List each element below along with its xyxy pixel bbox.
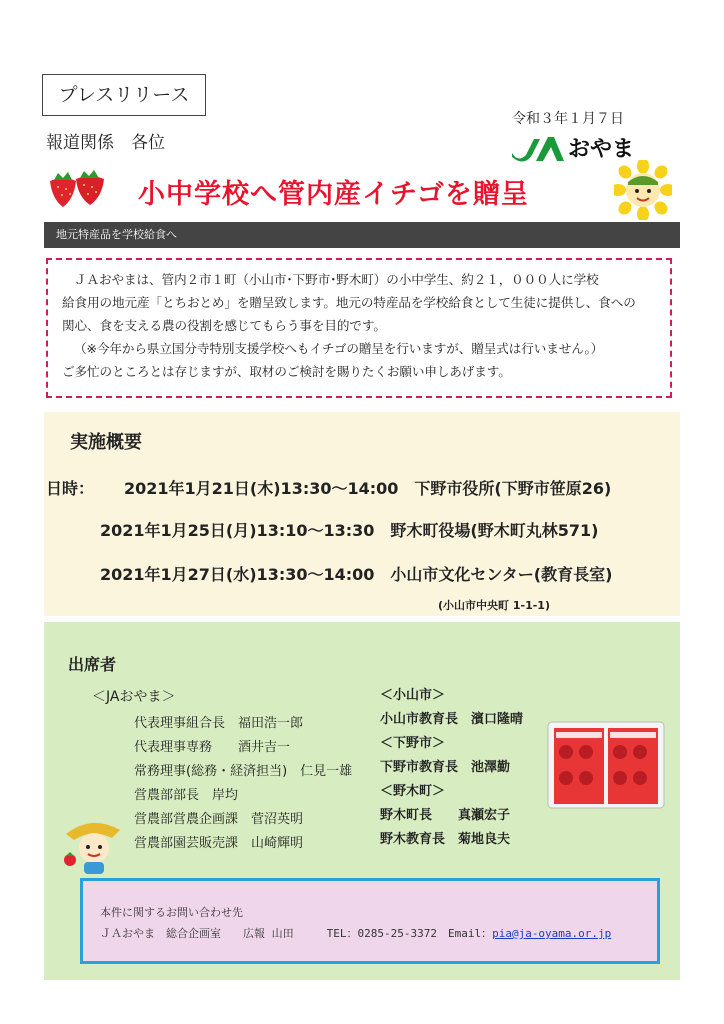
schedule-row: 2021年1月25日(月)13:10～13:30 野木町役場(野木町丸林571): [100, 521, 599, 540]
city-group-title: ＜野木町＞: [380, 784, 446, 799]
release-date: 令和３年１月７日: [512, 111, 624, 127]
city-member: 野木町長 真瀬宏子: [380, 808, 511, 823]
ja-member: 営農部部長 岸均: [134, 788, 239, 803]
recipients: 報道関係 各位: [46, 133, 165, 153]
org-name: おやま: [568, 137, 635, 162]
city-member: 小山市教育長 濱口隆晴: [380, 712, 524, 727]
subtitle-bar: 地元特産品を学校給食へ: [44, 222, 680, 248]
strawberry-box-image: [546, 716, 666, 810]
contact-line: [100, 925, 611, 941]
ja-group-title: ＜JAおやま＞: [92, 689, 176, 705]
intro-box: [46, 258, 672, 398]
contact-box: [80, 878, 660, 964]
ja-member: 営農部営農企画課 菅沼英明: [134, 812, 304, 827]
schedule-address-note: (小山市中央町 1-1-1): [438, 599, 550, 612]
ja-member: 代表理事専務 酒井吉一: [134, 740, 291, 755]
city-group-title: ＜下野市＞: [380, 736, 446, 751]
city-member: 下野市教育長 池澤勤: [380, 760, 511, 775]
mascot-icon: [62, 816, 126, 878]
ja-member: 営農部園芸販売課 山崎輝明: [134, 836, 304, 851]
intro-line: （※今年から県立国分寺特別支援学校へもイチゴの贈呈を行いますが、贈呈式は行いません。）: [74, 341, 604, 356]
sunflower-mascot-icon: [614, 160, 672, 220]
schedule-row: 2021年1月27日(水)13:30～14:00 小山市文化センター(教育長室): [100, 565, 613, 584]
ja-member: 常務理事(総務・経済担当) 仁見一雄: [134, 764, 353, 779]
ja-logo: [510, 132, 634, 163]
schedule-row: 2021年1月21日(木)13:30～14:00 下野市役所(下野市笹原26): [124, 479, 612, 498]
ja-logo-icon: [510, 133, 566, 163]
press-release-label: プレスリリース: [42, 74, 206, 116]
intro-line: 給食用の地元産「とちおとめ」を贈呈致します。地元の特産品を学校給食として生徒に提供し、食への: [62, 295, 636, 310]
city-group-title: ＜小山市＞: [380, 688, 446, 703]
contact-title: 本件に関するお問い合わせ先: [100, 906, 243, 919]
strawberry-icon: [44, 167, 110, 209]
schedule-title: 実施概要: [70, 432, 142, 453]
intro-line: ＪＡおやまは、管内２市１町（小山市･下野市･野木町）の小中学生、約２１，０００人に学校: [74, 272, 599, 287]
city-member: 野木教育長 菊地良夫: [380, 832, 511, 847]
contact-details: ＪＡおやま 総合企画室 広報 山田 TEL：0285-25-3372 Email：: [100, 927, 493, 940]
schedule-label: 日時：: [46, 479, 95, 498]
headline: 小中学校へ管内産イチゴを贈呈: [138, 179, 529, 210]
intro-line: ご多忙のところとは存じますが、取材のご検討を賜りたくお願い申しあげます。: [62, 364, 511, 379]
contact-email-link[interactable]: pia@ja-oyama.or.jp: [492, 927, 612, 940]
attendees-title: 出席者: [68, 655, 117, 674]
intro-line: 関心、食を支える農の役割を感じてもらう事を目的です。: [62, 318, 386, 333]
ja-member: 代表理事組合長 福田浩一郎: [134, 716, 304, 731]
